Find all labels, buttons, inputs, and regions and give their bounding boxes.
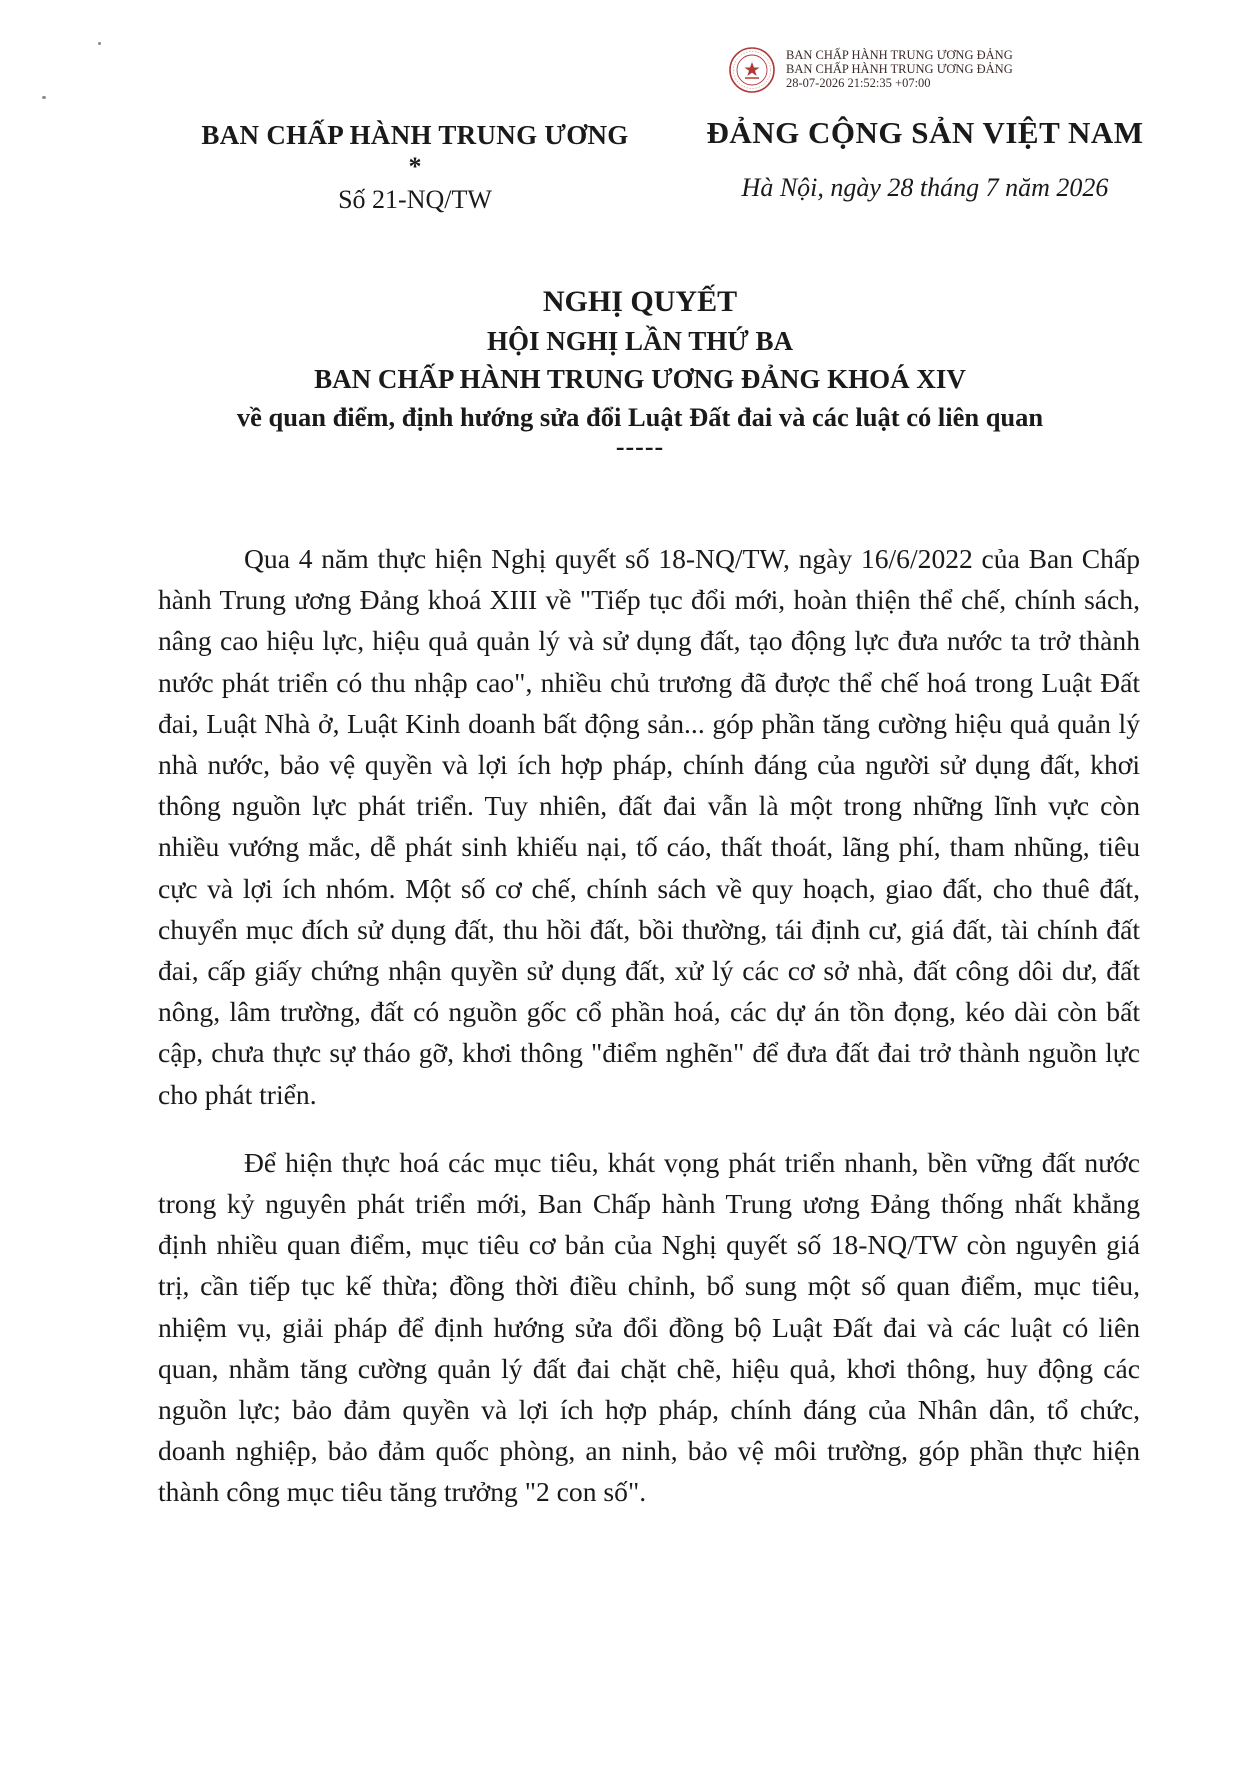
header-star: * [408,152,422,181]
party-block [690,114,1160,204]
document-title [140,282,1140,461]
party-name: ĐẢNG CỘNG SẢN VIỆT NAM [706,115,1144,150]
place-date: Hà Nội, ngày 28 tháng 7 năm 2026 [741,173,1109,202]
scan-speck [98,42,101,45]
title-separator: ----- [615,432,665,461]
issuing-body-block [170,118,660,216]
signature-line: BAN CHẤP HÀNH TRUNG ƯƠNG ĐẢNG [786,62,1013,76]
signature-line: BAN CHẤP HÀNH TRUNG ƯƠNG ĐẢNG [786,48,1013,62]
body-paragraph: Để hiện thực hoá các mục tiêu, khát vọng phát triển nhanh, bền vững đất nước trong kỷ nguyên phát triển mới, Ban Chấp hành Trung ương Đảng thống nhất khẳng định nhiều quan điểm, mục tiêu cơ bản của Nghị quyết số 18-NQ/TW còn nguyên giá trị, cần tiếp tục kế thừa; đồng thời điều chỉnh, bổ sung một số quan điểm, mục tiêu, nhiệm vụ, giải pháp để định hướng sửa đổi đồng bộ Luật Đất đai và các luật có liên quan, nhằm tăng cường quản lý đất đai chặt chẽ, hiệu quả, khơi thông, huy động các nguồn lực; bảo đảm quyền và lợi ích hợp pháp, chính đáng của Nhân dân, tổ chức, doanh nghiệp, bảo đảm quốc phòng, an ninh, bảo vệ môi trường, góp phần thực hiện thành công mục tiêu tăng trưởng "2 con số". [158,1146,1140,1508]
red-round-seal-icon [728,46,776,94]
committee-name: BAN CHẤP HÀNH TRUNG ƯƠNG ĐẢNG KHOÁ XIV [314,364,966,394]
issuing-body: BAN CHẤP HÀNH TRUNG ƯƠNG [201,120,629,150]
signature-text [786,48,1013,90]
body-paragraph: Qua 4 năm thực hiện Nghị quyết số 18-NQ/TW, ngày 16/6/2022 của Ban Chấp hành Trung ương Đảng khoá XIII về "Tiếp tục đổi mới, hoàn thiện thể chế, chính sách, nâng cao hiệu lực, hiệu quả quản lý và sử dụng đất, tạo động lực đưa nước ta trở thành nước phát triển có thu nhập cao", nhiều chủ trương đã được thể chế hoá trong Luật Đất đai, Luật Nhà ở, Luật Kinh doanh bất động sản... góp phần tăng cường hiệu quả quản lý nhà nước, bảo vệ quyền và lợi ích hợp pháp, chính đáng của người sử dụng đất, khơi thông nguồn lực phát triển. Tuy nhiên, đất đai vẫn là một trong những lĩnh vực còn nhiều vướng mắc, dễ phát sinh khiếu nại, tố cáo, thất thoát, lãng phí, tham nhũng, tiêu cực và lợi ích nhóm. Một số cơ chế, chính sách về quy hoạch, giao đất, cho thuê đất, chuyển mục đích sử dụng đất, thu hồi đất, bồi thường, tái định cư, giá đất, tài chính đất đai, cấp giấy chứng nhận quyền sử dụng đất, xử lý các cơ sở nhà, đất công dôi dư, đất nông, lâm trường, đất có nguồn gốc cổ phần hoá, các dự án tồn đọng, kéo dài còn bất cập, chưa thực sự tháo gỡ, khơi thông "điểm nghẽn" để đưa đất đai trở thành nguồn lực cho phát triển. [158,543,1140,1110]
doc-type: NGHỊ QUYẾT [542,285,738,318]
document-subject: về quan điểm, định hướng sửa đổi Luật Đất đai và các luật có liên quan [236,402,1044,432]
conference-name: HỘI NGHỊ LẦN THỨ BA [486,326,794,356]
document-body [158,538,1140,1540]
digital-signature [728,46,1128,94]
scan-speck [42,96,46,99]
signature-timestamp: 28-07-2026 21:52:35 +07:00 [786,76,931,90]
document-number: Số 21-NQ/TW [338,185,492,214]
